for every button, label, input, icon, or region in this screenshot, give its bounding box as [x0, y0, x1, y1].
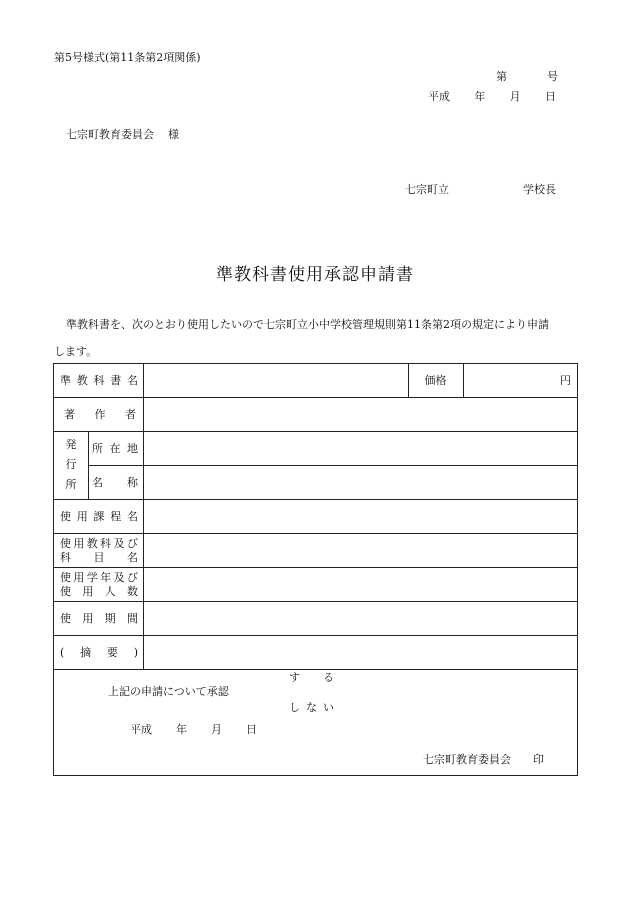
column-divider [88, 431, 89, 499]
grade-count-field[interactable] [143, 568, 579, 601]
approval-date: 平成 年 月 日 [130, 723, 257, 737]
body-line-2: します。 [54, 345, 98, 358]
approval-board [423, 752, 544, 768]
subject-label: 使 用 教 科 及 び 科 目 名 [60, 536, 138, 564]
price-label: 価格 [424, 373, 447, 387]
addressee-name: 七宗町教育委員会 [66, 128, 154, 141]
period-field[interactable] [143, 602, 579, 635]
application-form-table [53, 363, 578, 776]
date-day: 日 [544, 90, 556, 103]
course-label: 使 用 課 程 名 [60, 509, 138, 523]
document-title: 準教科書使用承認申請書 [216, 265, 414, 285]
sender-school-role: 学校長 [523, 183, 556, 196]
approval-option-suru: す る [289, 671, 334, 685]
document-date [428, 88, 556, 104]
author-field[interactable] [143, 398, 579, 431]
publisher-name-field[interactable] [143, 466, 579, 499]
date-year: 年 [474, 90, 486, 103]
publisher-location-field[interactable] [143, 432, 579, 465]
approval-option-shinai: し な い [289, 701, 334, 715]
course-field[interactable] [143, 500, 579, 533]
publisher-name-label: 名 称 [92, 475, 138, 489]
date-era: 平成 [428, 90, 450, 103]
number-go: 号 [547, 70, 558, 83]
publisher-label: 発 行 所 [65, 438, 77, 491]
addressee [66, 126, 179, 142]
price-unit: 円 [560, 373, 571, 387]
author-label: 著 作 者 [64, 407, 136, 421]
sender-school-prefix: 七宗町立 [405, 183, 449, 196]
number-dai: 第 [496, 70, 507, 83]
textbook-name-label: 準 教 科 書 名 [60, 373, 138, 387]
grade-count-label: 使 用 学 年 及 び 使 用 人 数 [60, 570, 138, 598]
summary-field[interactable] [143, 636, 579, 669]
date-month: 月 [509, 90, 521, 103]
form-number: 第5号様式(第11条第2項関係) [54, 51, 201, 64]
board-name: 七宗町教育委員会 [423, 753, 511, 767]
subject-field[interactable] [143, 534, 579, 567]
seal-mark: 印 [533, 753, 544, 767]
approval-statement: 上記の申請について承認 [108, 685, 229, 699]
period-label: 使 用 期 間 [60, 611, 138, 625]
addressee-honorific: 様 [168, 128, 179, 141]
publisher-location-label: 所 在 地 [92, 441, 138, 455]
document-number [496, 68, 558, 84]
sender [405, 181, 556, 197]
summary-label: ( 摘 要 ) [60, 645, 138, 659]
price-field[interactable] [463, 364, 571, 397]
body-line-1: 準教科書を、次のとおり使用したいので七宗町立小中学校管理規則第11条第2項の規定により申請 [66, 318, 549, 331]
textbook-name-field[interactable] [143, 364, 408, 397]
